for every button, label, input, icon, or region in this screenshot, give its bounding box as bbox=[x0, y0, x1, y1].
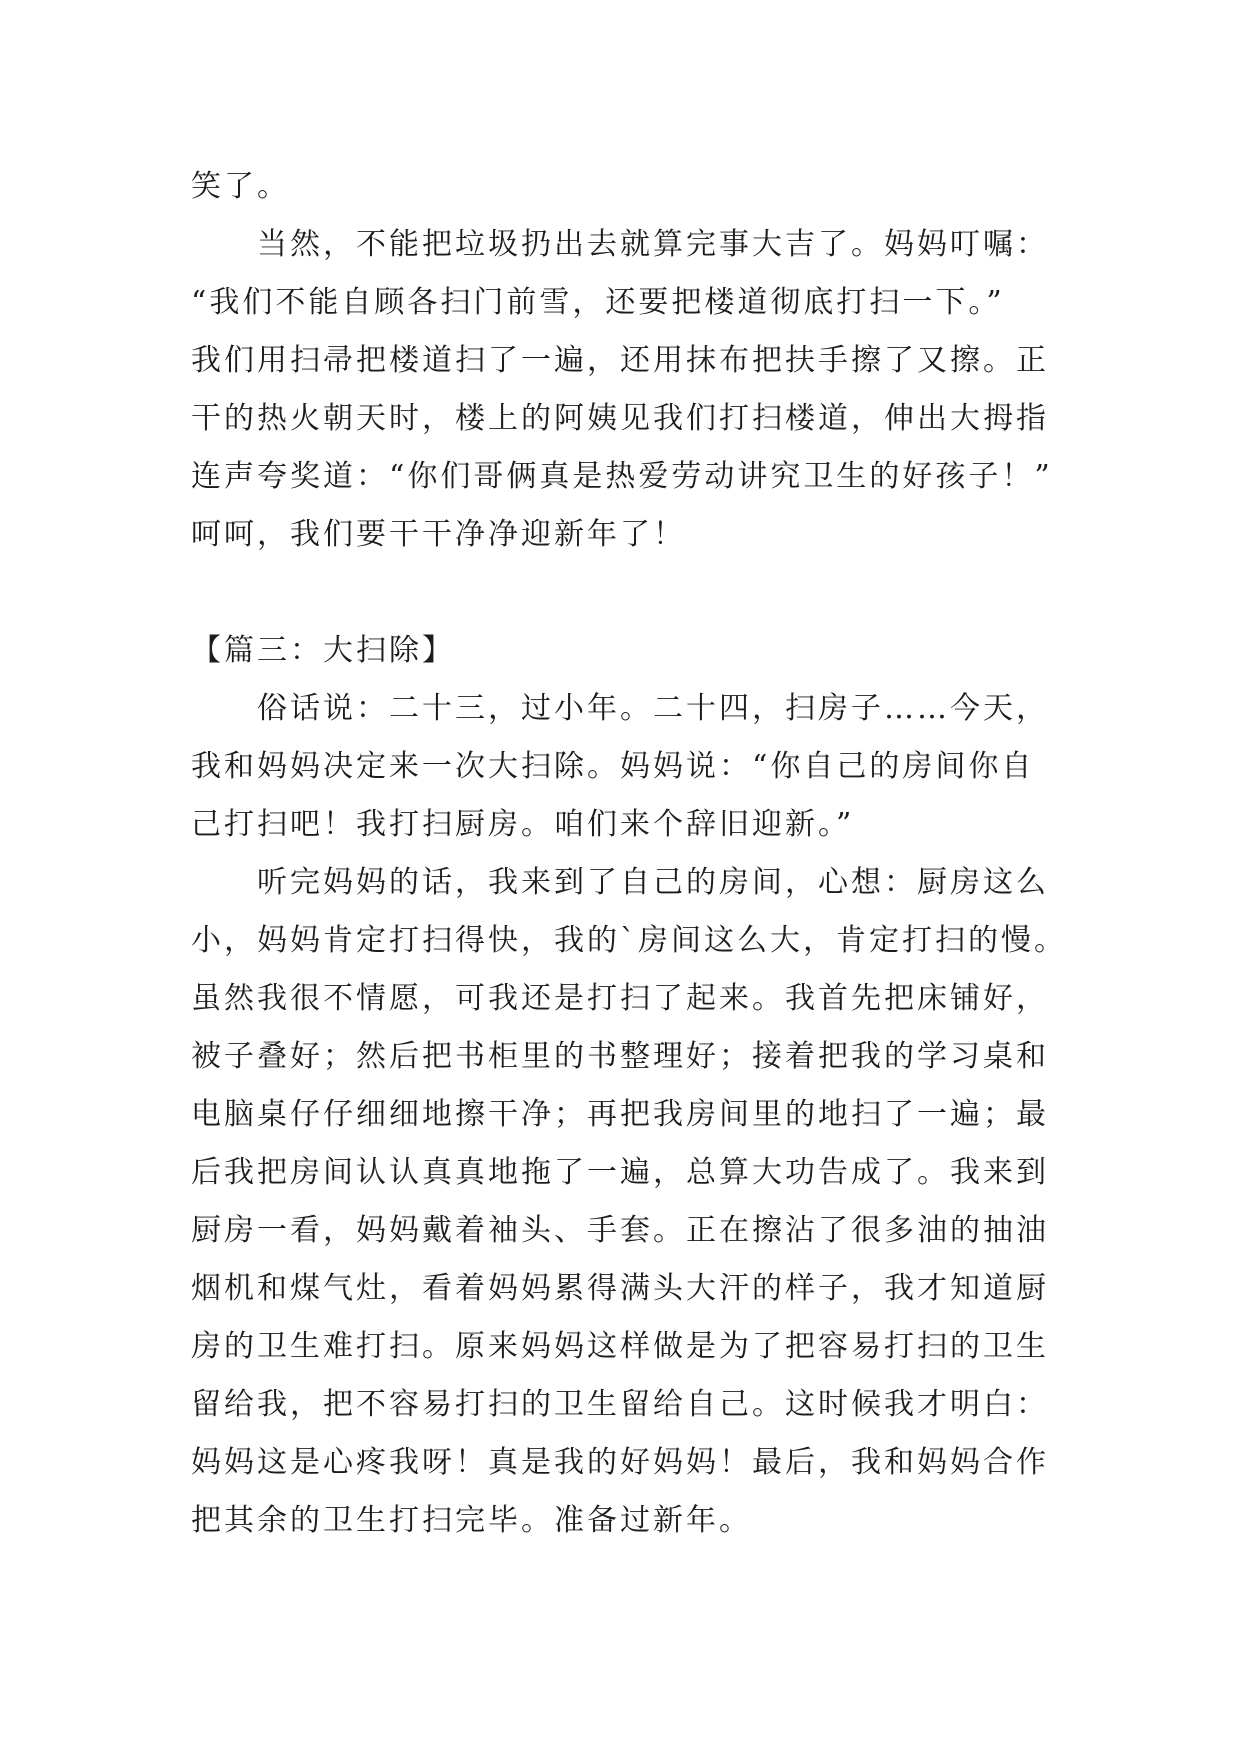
paragraph-line: 电脑桌仔仔细细地擦干净；再把我房间里的地扫了一遍；最 bbox=[191, 1097, 1049, 1132]
section-heading: 【篇三：大扫除】 bbox=[191, 633, 455, 668]
paragraph-line: 后我把房间认认真真地拖了一遍，总算大功告成了。我来到 bbox=[191, 1155, 1049, 1190]
paragraph-line: 连声夸奖道：“你们哥俩真是热爱劳动讲究卫生的好孩子！” bbox=[191, 459, 1053, 494]
paragraph-line: 被子叠好；然后把书柜里的书整理好；接着把我的学习桌和 bbox=[191, 1039, 1049, 1074]
paragraph-line: 虽然我很不情愿，可我还是打扫了起来。我首先把床铺好， bbox=[191, 981, 1049, 1016]
paragraph-line: 笑了。 bbox=[191, 169, 290, 204]
paragraph-line: 当然，不能把垃圾扔出去就算完事大吉了。妈妈叮嘱： bbox=[257, 227, 1049, 262]
paragraph-line: 烟机和煤气灶，看着妈妈累得满头大汗的样子，我才知道厨 bbox=[191, 1271, 1049, 1306]
paragraph-line: 己打扫吧！我打扫厨房。咱们来个辞旧迎新。” bbox=[191, 807, 855, 842]
paragraph-line: 留给我，把不容易打扫的卫生留给自己。这时候我才明白： bbox=[191, 1387, 1049, 1422]
paragraph-line: 听完妈妈的话，我来到了自己的房间，心想：厨房这么 bbox=[257, 865, 1049, 900]
paragraph-line: 呵呵，我们要干干净净迎新年了！ bbox=[191, 517, 686, 552]
section-spacer bbox=[191, 564, 1071, 622]
text-column bbox=[191, 158, 1071, 1550]
paragraph-line: 我和妈妈决定来一次大扫除。妈妈说：“你自己的房间你自 bbox=[191, 749, 1035, 784]
paragraph-line: 把其余的卫生打扫完毕。准备过新年。 bbox=[191, 1503, 752, 1538]
paragraph-line: 我们用扫帚把楼道扫了一遍，还用抹布把扶手擦了又擦。正 bbox=[191, 343, 1049, 378]
paragraph-line: “我们不能自顾各扫门前雪，还要把楼道彻底打扫一下。” bbox=[191, 285, 1005, 320]
paragraph-line: 小，妈妈肯定打扫得快，我的`房间这么大，肯定打扫的慢。 bbox=[191, 923, 1067, 958]
paragraph-line: 厨房一看，妈妈戴着袖头、手套。正在擦沾了很多油的抽油 bbox=[191, 1213, 1049, 1248]
paragraph-line: 房的卫生难打扫。原来妈妈这样做是为了把容易打扫的卫生 bbox=[191, 1329, 1049, 1364]
paragraph-line: 俗话说：二十三，过小年。二十四，扫房子……今天， bbox=[257, 691, 1049, 726]
paragraph-line: 干的热火朝天时，楼上的阿姨见我们打扫楼道，伸出大拇指 bbox=[191, 401, 1049, 436]
paragraph-line: 妈妈这是心疼我呀！真是我的好妈妈！最后，我和妈妈合作 bbox=[191, 1445, 1049, 1480]
